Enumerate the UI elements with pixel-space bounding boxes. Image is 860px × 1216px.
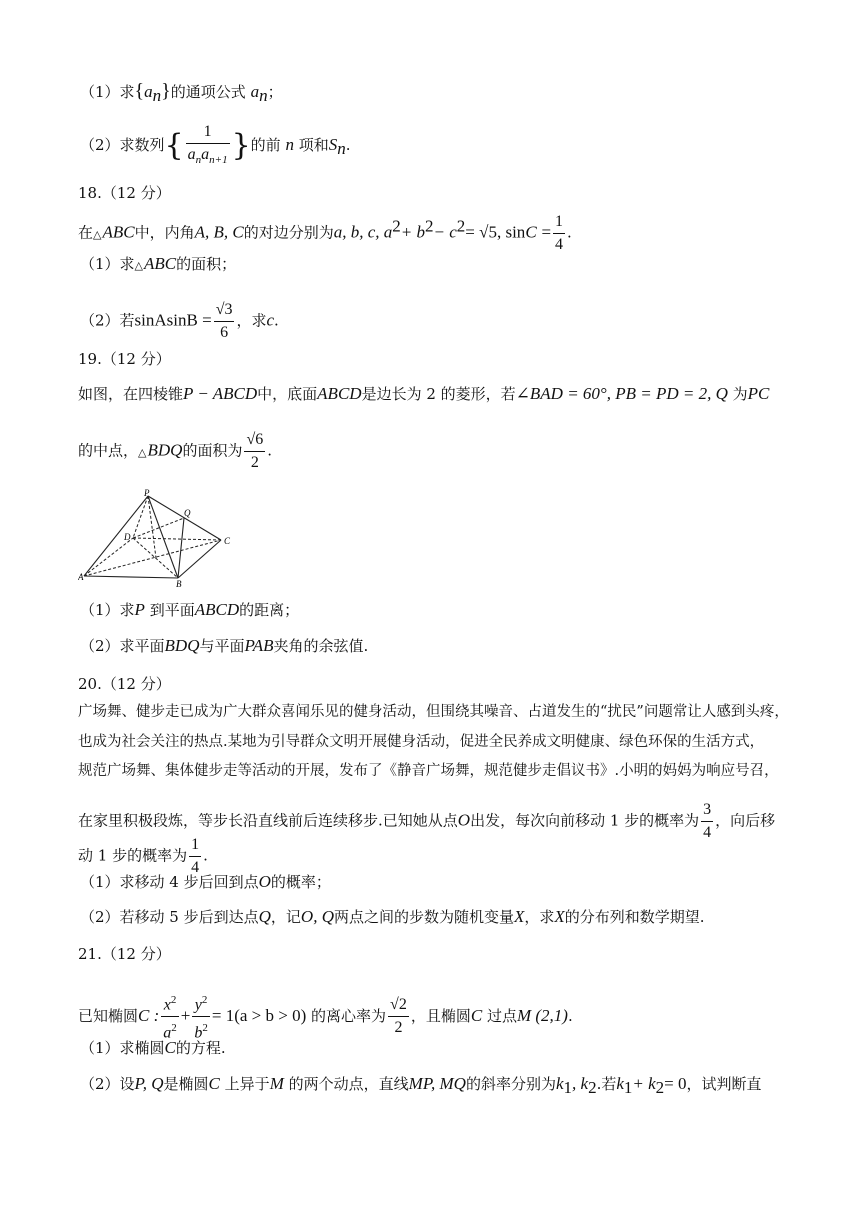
math: O: [258, 872, 271, 891]
fraction: [388, 995, 409, 1038]
edge-PD: [133, 496, 148, 538]
fraction: [244, 430, 265, 473]
text: 的概率；: [270, 873, 331, 891]
edge-AB: [84, 576, 178, 578]
denominator: $a_na_{n+1}$: [187, 146, 228, 167]
text: 中，内角: [134, 223, 195, 242]
q19-stem-1: [78, 383, 769, 405]
text: .: [203, 846, 208, 865]
text: （2）设: [80, 1075, 135, 1093]
text: 在家里积极段炼，等步长沿直线前后连续移步.已知她从点: [78, 811, 458, 830]
math: M: [269, 1074, 284, 1093]
math: PC: [747, 384, 770, 403]
math: sinAsinB =: [134, 310, 212, 330]
math: ABCD: [317, 384, 362, 403]
right-brace: }: [161, 80, 171, 102]
q20-line-2: 也成为社会关注的热点.某地为引导群众文明开展健身活动，促进全民养成文明健康、绿色环保的生活方式，: [78, 734, 765, 750]
text: （2）若移动 5 步后到达点: [80, 908, 259, 926]
text: .: [274, 311, 279, 330]
semicolon: ；: [267, 83, 283, 101]
text: ，求: [524, 908, 555, 926]
numerator: 3: [701, 800, 713, 822]
sub: 1: [563, 1078, 573, 1097]
text: （1）求: [80, 255, 135, 273]
q19-stem-2: 的中点，△BDQ的面积为 $\frac{√6}{2}$ .: [78, 431, 273, 471]
text: 的方程.: [175, 1039, 226, 1057]
numerator: √3: [214, 300, 235, 322]
math: C: [470, 1005, 483, 1025]
text: 项和: [298, 136, 329, 155]
text: 在: [78, 223, 94, 242]
text: 的面积为: [182, 441, 243, 460]
text: 夹角的余弦值.: [273, 637, 369, 655]
text: 的斜率分别为: [465, 1075, 556, 1093]
text: 与平面: [199, 637, 245, 655]
triangle-icon: △: [93, 227, 102, 241]
text: 过点: [486, 1006, 517, 1025]
text: 的前: [250, 136, 281, 155]
math: + k: [632, 1074, 656, 1093]
math: BDQ: [164, 636, 200, 655]
math: Q: [258, 907, 271, 926]
sub: 2: [588, 1078, 597, 1097]
fraction-y: $\frac{y^2}{b^2}$: [192, 990, 210, 1044]
math-S: S: [328, 135, 338, 155]
right-brace: }: [231, 128, 251, 164]
edge-AD: [84, 538, 133, 576]
label-A: A: [78, 572, 84, 582]
text: ，试判断直: [686, 1075, 762, 1093]
q18-stem: 在△ABC中，内角A, B, C的对边分别为a, b, c, $a^2+ b^2- c^2= √5$, sinC = $\frac{1}{4}$ .: [78, 213, 572, 253]
text: （2）求数列: [80, 136, 165, 155]
math-n: n: [152, 86, 162, 105]
left-brace: {: [134, 80, 145, 102]
q17-part2: [80, 122, 351, 170]
q19-part1: [80, 599, 299, 621]
fraction: [701, 800, 713, 843]
math: C: [164, 1038, 176, 1057]
pyramid-figure: [78, 488, 248, 588]
text: 出发，每次向前移动 1 步的概率为: [470, 811, 700, 830]
segment-QB: [178, 518, 184, 578]
text: 到平面: [149, 601, 195, 619]
math: a, b, c, a: [333, 222, 393, 242]
label-C: C: [224, 536, 231, 546]
text: 的距离；: [239, 601, 300, 619]
math: − c: [433, 222, 457, 242]
text: ，求: [236, 311, 267, 330]
text: （2）求平面: [80, 637, 165, 655]
q20-part1: [80, 871, 331, 893]
left-brace: {: [164, 128, 184, 164]
math: C: [208, 1074, 220, 1093]
text: .: [345, 136, 351, 155]
text: 是椭圆: [163, 1075, 209, 1093]
sub: 1: [623, 1078, 633, 1097]
q20-line-3: 规范广场舞、集体健步走等活动的开展，发布了《静音广场舞，规范健步走倡议书》.小明的妈妈为响应号召，: [78, 763, 779, 779]
math-a: a: [250, 82, 260, 101]
numerator: √2: [388, 995, 409, 1017]
math: = 1(a > b > 0): [211, 1005, 307, 1025]
math: C: [525, 222, 537, 242]
q20-line-1: 广场舞、健步走已成为广大群众喜闻乐见的健身活动，但围绕其噪音、占道发生的“扰民”问题常让人感到头疼，: [78, 704, 789, 720]
height-line: [148, 496, 156, 558]
denominator: 4: [191, 859, 200, 876]
triangle-icon: △: [138, 445, 147, 459]
math: ABCD: [194, 600, 240, 619]
math-n: n: [259, 86, 268, 105]
sub: 2: [655, 1078, 665, 1097]
math: O, Q: [300, 907, 334, 926]
q20-header: 20.（12 分）: [78, 675, 171, 693]
q18-header: 18.（12 分）: [78, 184, 171, 202]
edge-DC: [133, 538, 221, 540]
segment-DQ: [133, 518, 184, 538]
text: 上异于: [224, 1075, 270, 1093]
text: ，向后移: [715, 811, 776, 830]
label-P: P: [144, 488, 150, 498]
plus: +: [180, 1005, 191, 1025]
text: 动 1 步的概率为: [78, 846, 188, 865]
text: .: [567, 1006, 573, 1025]
text: 的通项公式: [170, 83, 246, 101]
text: 如图，在四棱锥: [78, 385, 184, 403]
math: M (2,1): [516, 1005, 568, 1025]
fraction: [186, 122, 230, 170]
text: 是边长为 2 的菱形，若: [361, 385, 516, 403]
q18-part1: [80, 253, 236, 277]
denominator: 4: [555, 236, 564, 253]
text: 的对边分别为: [243, 223, 334, 242]
math: BDQ: [147, 440, 183, 460]
math: ABC: [102, 222, 135, 242]
math: P − ABCD: [183, 384, 258, 403]
edge-PB: [148, 496, 178, 578]
denominator: 2: [394, 1019, 403, 1037]
text: ，记: [270, 908, 301, 926]
math: + b: [400, 222, 426, 242]
q20-part2: [80, 906, 705, 928]
text: （1）求移动 4 步后回到点: [80, 873, 259, 891]
q21-stem: [78, 990, 573, 1044]
label-B: B: [176, 579, 182, 588]
numerator: 1: [189, 835, 201, 857]
label-D: D: [124, 532, 131, 542]
math-n: n: [285, 135, 294, 155]
math: k: [555, 1074, 564, 1093]
text: （1）求: [80, 83, 135, 101]
fraction: [214, 300, 235, 343]
text: 的离心率为: [311, 1006, 387, 1025]
sup: 2: [456, 216, 466, 236]
math: O: [457, 810, 471, 830]
q18-part2: [80, 300, 279, 343]
q21-part2: [80, 1073, 762, 1099]
math: MP, MQ: [408, 1074, 466, 1093]
text: 中，底面: [257, 385, 318, 403]
math: A, B, C: [194, 222, 244, 242]
numerator: 1: [553, 212, 565, 234]
text: （1）求: [80, 601, 135, 619]
text: 已知椭圆: [78, 1006, 139, 1025]
sup: 2: [392, 216, 401, 236]
text: 两点之间的步数为随机变量: [333, 908, 514, 926]
math: PAB: [244, 636, 274, 655]
edge-BC: [178, 540, 221, 578]
math: , k: [572, 1074, 589, 1093]
math: ∠BAD = 60°, PB = PD = 2, Q: [515, 384, 728, 403]
text: .若: [596, 1075, 617, 1093]
triangle-icon: △: [134, 259, 144, 272]
q19-header: 19.（12 分）: [78, 350, 171, 368]
text: （1）求椭圆: [80, 1039, 165, 1057]
sup: 2: [425, 216, 434, 236]
math: X: [554, 907, 565, 926]
math: C :: [138, 1005, 160, 1025]
math: ABC: [144, 254, 177, 273]
fraction: [553, 212, 565, 255]
label-Q: Q: [184, 508, 191, 518]
q21-part1: [80, 1037, 226, 1059]
text: 的面积；: [176, 255, 237, 273]
math: P: [134, 600, 145, 619]
q17-part1: [80, 80, 283, 107]
q21-header: 21.（12 分）: [78, 945, 171, 963]
math-a: a: [144, 82, 153, 101]
math: P, Q: [134, 1074, 164, 1093]
math: =: [541, 222, 552, 242]
denominator: 2: [250, 454, 259, 471]
text: ，且椭圆: [410, 1006, 471, 1025]
text: （2）若: [80, 311, 135, 330]
denominator: 6: [220, 324, 229, 341]
numerator: √6: [244, 430, 265, 452]
q19-part2: [80, 635, 368, 657]
denominator: 4: [703, 824, 712, 841]
numerator: 1: [186, 122, 230, 144]
math: X: [514, 907, 525, 926]
math: = 0: [664, 1074, 687, 1093]
fraction-x: $\frac{x^2}{a^2}$: [161, 990, 179, 1044]
math: k: [616, 1074, 624, 1093]
math-n: n: [337, 139, 346, 159]
text: 为: [732, 385, 748, 403]
edge-PC: [148, 496, 221, 540]
text: 的分布列和数学期望.: [564, 908, 705, 926]
text: 的两个动点，直线: [288, 1075, 409, 1093]
math: = √5, sin: [465, 222, 526, 242]
text: 的中点，: [78, 441, 139, 460]
math: c: [266, 310, 275, 330]
